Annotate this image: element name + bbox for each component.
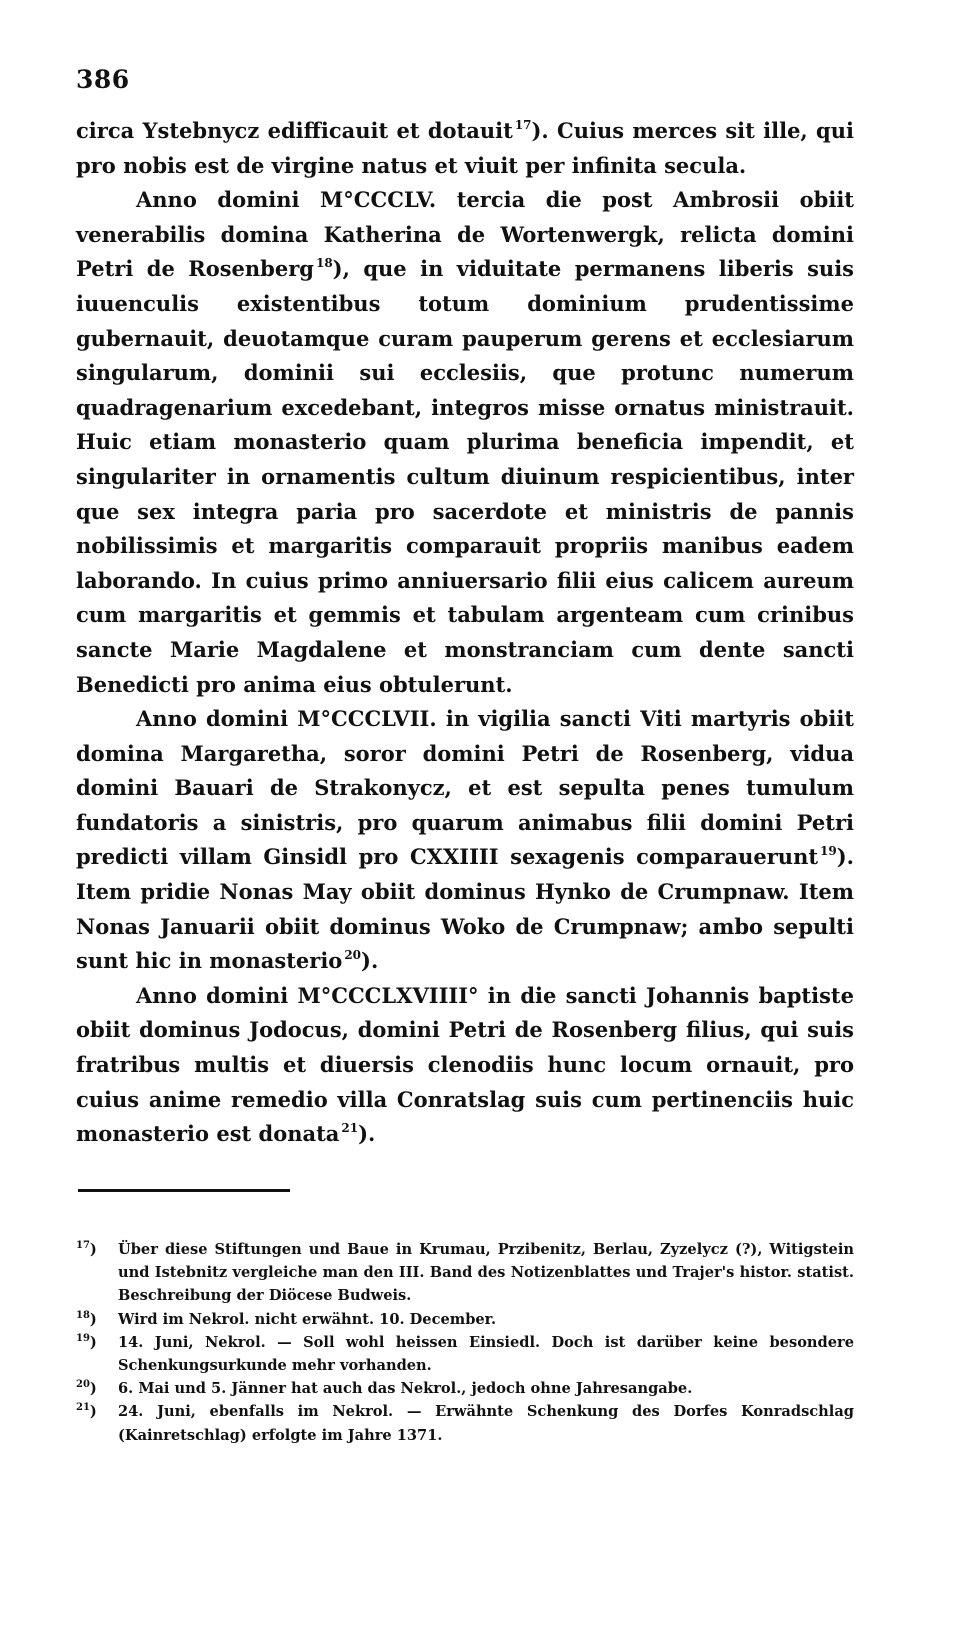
footnote-text: Wird im Nekrol. nicht erwähnt. 10. December. [118, 1310, 497, 1328]
paragraph-2 [76, 183, 854, 702]
footnote-marker: $^{20}$) [76, 1379, 97, 1398]
footnote-ref-20: 20 [344, 948, 362, 963]
footnote-19 [76, 1331, 854, 1377]
footnote-text: 14. Juni, Nekrol. — Soll wohl heissen Einsiedl. Doch ist darüber keine besondere Schenkungsurkunde mehr vorhanden. [118, 1333, 854, 1375]
footnote-ref-21: 21 [341, 1121, 359, 1136]
footnote-number: 17 [76, 1240, 90, 1251]
footnote-marker: $^{19}$) [76, 1332, 97, 1351]
text-segment: Anno domini M°CCCLXVIIII° in die sancti Johannis baptiste obiit dominus Jodocus, domini Petri de Rosenberg filius, qui suis fratribus multis et diuersis clenodiis hunc locum ornauit, pro cuius anime remedio villa Conratslag suis cum pertinenciis huic monasterio est donata [76, 982, 854, 1147]
footnote-number: 18 [76, 1309, 90, 1321]
footnote-number: 21 [76, 1402, 90, 1414]
footnote-text: 24. Juni, ebenfalls im Nekrol. — Erwähnte Schenkung des Dorfes Konradschlag (Kainretschlag) erfolgte im Jahre 1371. [118, 1403, 854, 1444]
footnote-20 [76, 1377, 854, 1400]
footnote-18 [76, 1308, 854, 1331]
footnote-marker: $^{18}$) [76, 1309, 97, 1328]
footnote-ref-19: 19 [820, 844, 837, 859]
footnote-number: 20 [76, 1379, 90, 1391]
text-segment: ), que in viduitate permanens liberis suis iuuenculis existentibus totum dominium prudentissime gubernauit, deuotamque curam pauperum gerens et ecclesiarum singularum, dominii sui ecclesiis, que protunc numerum quadragenarium excedebant, integros misse ornatus ministrauit. Huic etiam monasterio quam plurima beneficia impendit, et singulariter in ornamentis cultum diuinum respicientibus, inter que sex integra paria pro sacerdote et ministris de pannis nobilissimis et margaritis comparauit propriis manibus eadem laborando. In cuius primo anniuersario filii eius calicem aureum cum margaritis et gemmis et tabulam argenteam cum crinibus sancte Marie Magdalene et monstranciam cum dente sancti Benedicti pro anima eius obtulerunt. [76, 256, 855, 697]
paragraph-4 [76, 979, 854, 1152]
text-segment: ). [358, 1121, 376, 1147]
footnote-21 [76, 1400, 854, 1446]
paragraph-3 [76, 702, 854, 979]
text-segment: ). Cuius merces sit ille, qui pro nobis est de virgine natus et viuit per infinita secula. [76, 118, 854, 178]
main-text [76, 114, 854, 1152]
footnote-ref-17: 17 [514, 118, 532, 132]
footnote-text: Über diese Stiftungen und Baue in Krumau, Przibenitz, Berlau, Zyzelycz (?), Witigstein und Istebnitz vergleiche man den III. Band des Notizenblattes und Trajer's histor. statist. Beschreibung der Diöcese Budweis. [118, 1241, 854, 1305]
footnote-ref-18: 18 [315, 256, 333, 271]
text-segment: Anno domini M°CCCLVII. in vigilia sancti Viti martyris obiit domina Margaretha, soror domini Petri de Rosenberg, vidua domini Bauari de Strakonycz, et est sepulta penes tumulum fundatoris a sinistris, pro quarum animabus filii domini Petri predicti villam Ginsidl pro CXXIIII sexagenis comparauerunt [76, 706, 854, 870]
footnote-marker: $^{17}$) [76, 1240, 97, 1258]
text-segment: ). [361, 948, 379, 974]
text-segment: Anno domini M°CCCLV. tercia die post Ambrosii obiit venerabilis domina Katherina de Wortenwergk, relicta domini Petri de Rosenberg [76, 187, 854, 282]
footnote-17 [76, 1238, 854, 1308]
page-number: 386 [76, 65, 130, 94]
footnotes-section [76, 1238, 854, 1447]
paragraph-1 [76, 114, 854, 183]
footnote-marker: $^{21}$) [76, 1402, 97, 1421]
text-segment: circa Ystebnycz edifficauit et dotauit [76, 118, 513, 143]
footnote-number: 19 [76, 1332, 90, 1344]
footnote-separator-rule [78, 1189, 290, 1192]
text-segment: ). Item pridie Nonas May obiit dominus Hynko de Crumpnaw. Item Nonas Januarii obiit dominus Woko de Crumpnaw; ambo sepulti sunt hic in monasterio [76, 844, 854, 974]
page-body [76, 62, 854, 1152]
footnote-text: 6. Mai und 5. Jänner hat auch das Nekrol., jedoch ohne Jahresangabe. [118, 1380, 693, 1398]
